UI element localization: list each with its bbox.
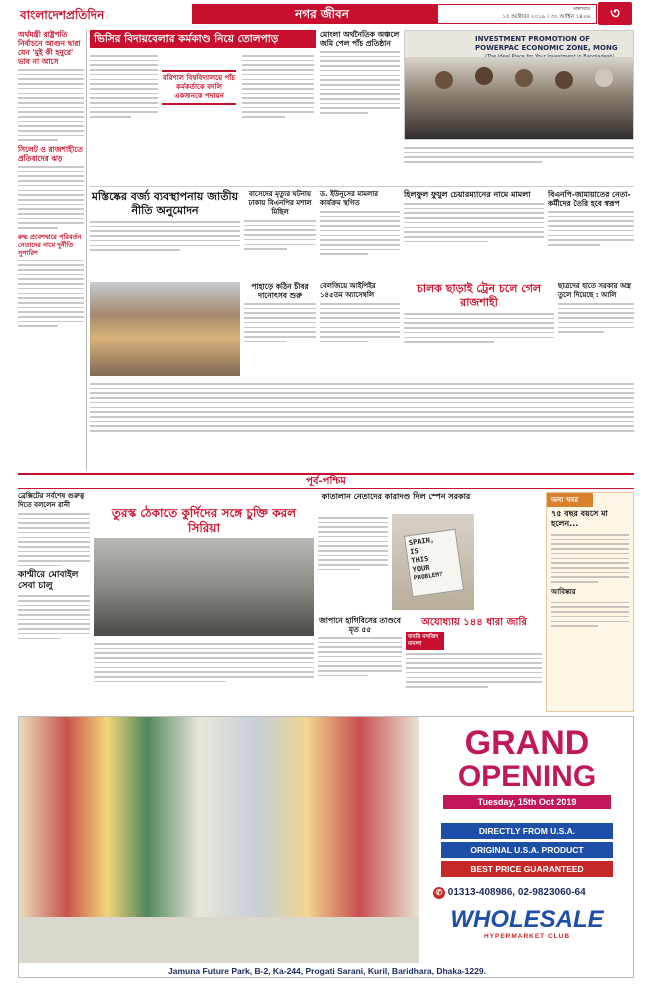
placard-line: IS	[409, 547, 420, 557]
person-head	[515, 69, 533, 87]
story-train	[244, 282, 316, 372]
person-head	[555, 71, 573, 89]
story-president-title: অর্থমন্ত্রী রাষ্ট্রপতি নির্বাচনে আগুন দ্বারা যেন 'মুই কী হনুরে' ভাব না আসে	[18, 30, 81, 66]
lead-story-body-left	[90, 52, 158, 121]
photo-soldiers	[94, 538, 314, 636]
story-ipu-title: বেলজিয়ে আইপিইর ১৪৫তম অ্যাসেম্বলি	[320, 282, 376, 299]
logo-line-1: বাংলাদেশ	[20, 8, 66, 22]
other-news-title: ৭৫ বছর বয়সে মা হলেন...	[551, 509, 608, 528]
story-driverless-train-title: চালক ছাড়াই ট্রেন চলে গেল রাজশাহী	[416, 282, 542, 309]
story-kathin-title: পাহাড়ে কঠিন চীবর দানোৎসব শুরু	[251, 282, 309, 300]
story-body-filler	[90, 380, 634, 435]
other-news-kicker: অন্য খবর	[547, 493, 593, 507]
dateline	[437, 4, 597, 24]
story-brain-waste	[90, 190, 240, 280]
story-brain-waste-title: মস্তিষ্কের বর্জ্য ব্যবস্থাপনায় জাতীয় নীতি অনুমোদন	[91, 190, 239, 217]
story-students-arms-title: ছাত্রদের হাতে সরকার অস্ত্র তুলে দিয়েছে : আলি	[558, 282, 631, 299]
lead-story-pull-quote	[162, 70, 236, 105]
ad-opening: OPENING	[457, 760, 597, 793]
world-lead-headline: তুরস্ক ঠেকাতে কুর্দিদের সঙ্গে চুক্তি করল সিরিয়া	[111, 506, 297, 535]
story-hilful-body	[404, 203, 544, 242]
story-ayodhya-kicker: বাবরি মসজিদ মামলা	[406, 632, 444, 650]
advertisement-wholesale-club[interactable]	[18, 716, 634, 978]
discovery-body	[547, 602, 633, 627]
page-number: ৩	[610, 4, 620, 22]
story-corruption-body	[18, 260, 84, 327]
story-ayodhya-title: অযোধ্যায় ১৪৪ ধারা জারি	[421, 617, 527, 628]
protest-placard	[404, 529, 464, 598]
person-head	[435, 71, 453, 89]
world-section-band	[18, 473, 634, 489]
masthead	[0, 0, 650, 27]
story-students-arms	[558, 282, 634, 372]
ad-feature-1: DIRECTLY FROM U.S.A.	[441, 823, 613, 839]
story-ayodhya	[406, 616, 542, 712]
pull-quote-text: বরিশাল বিশ্ববিদ্যালয়ে পাঁচ কর্মকর্তাকে বদলি একজনকে পদায়ন	[162, 74, 236, 100]
story-kashmir-title: কাশ্মীরে মোবাইল সেবা চালু	[18, 570, 79, 592]
story-ipu	[320, 282, 400, 372]
ad-brand: WHOLESALE	[450, 906, 604, 933]
story-japan-body	[318, 637, 402, 676]
story-hilful-title: হিলফুল ফুযুল চেয়ারম্যানের নামে মামলা	[404, 190, 531, 199]
placard-line: YOUR	[412, 563, 431, 574]
event-banner-title: INVESTMENT PROMOTION OF POWERPAC ECONOMIC ZONE, MONG	[475, 35, 618, 52]
photo-protest-placard	[392, 514, 474, 610]
story-hilful	[404, 190, 544, 280]
story-ipu-body	[320, 303, 400, 342]
story-japan-title: জাপানে হাগিবিসের তাণ্ডবে মৃত ৫৫	[319, 616, 401, 634]
event-people-photo	[405, 57, 634, 140]
story-brain-waste-body	[90, 221, 240, 251]
left-column	[18, 30, 84, 470]
photo-investment-event	[404, 30, 634, 140]
story-driverless-train-body	[404, 313, 554, 343]
story-mongla	[320, 30, 400, 150]
story-driverless-train	[404, 282, 554, 372]
ad-date: Tuesday, 15th Oct 2019	[443, 795, 611, 809]
placard-line: PROBLEM?	[413, 570, 444, 582]
lead-story-body-right	[242, 52, 314, 121]
story-corruption-title: রুদ্ধ প্রবেশদ্বারে পরিবর্তন নেতাদের নামে দুর্নীতি সুপারিশ	[18, 232, 82, 257]
lead-story-headline: ভিসির বিদায়বেলার কর্মকাণ্ড নিয়ে তোলপাড়	[94, 33, 279, 45]
story-yunus	[320, 190, 400, 280]
story-brexit-title: ব্রেক্সিটের সর্বশেষ গুরুত্ব দিতে বললেন রানী	[18, 492, 85, 509]
story-kashmir-body	[18, 595, 90, 639]
lead-story	[90, 30, 316, 150]
story-protest-title: সিলেট ও রাজশাহীতে প্রতিবাদের ঝড়	[18, 145, 83, 163]
ad-address: Jamuna Future Park, B-2, Ka-244, Progati Sarani, Kuril, Baridhara, Dhaka-1229.	[19, 963, 634, 978]
ad-grand: GRAND	[464, 724, 590, 762]
story-yunus-title: ড. ইউনূসের মামলার কার্যক্রম স্থগিত	[320, 190, 379, 207]
world-lead-body	[94, 640, 314, 685]
photo-caption	[404, 144, 634, 166]
section-title: নগর জীবন	[295, 7, 349, 21]
column-divider	[86, 30, 87, 470]
story-yunus-body	[320, 211, 400, 255]
other-news-body	[547, 534, 633, 582]
story-bnp-march-body	[244, 220, 316, 250]
ad-feature-2: ORIGINAL U.S.A. PRODUCT	[441, 842, 613, 858]
ad-feature-3: BEST PRICE GUARANTEED	[441, 861, 613, 877]
other-news-sidebar	[546, 492, 634, 712]
photo-procession	[90, 282, 240, 376]
newspaper-logo	[20, 4, 104, 27]
ad-panel	[419, 717, 634, 978]
story-president-body	[18, 69, 84, 141]
story-bnp-jamaat-title: বিএনপি-জামায়াতের নেতা-কর্মীদের তৈরি হবে স্বরূপ	[548, 190, 631, 208]
story-catalan	[318, 492, 474, 612]
story-protest-body	[18, 166, 84, 229]
story-bnp-jamaat-body	[548, 211, 634, 245]
ad-phone: 01313-408986, 02-9823060-64	[447, 887, 586, 898]
story-mongla-body	[320, 51, 400, 114]
world-left-column	[18, 492, 90, 712]
story-bnp-march-title: বাসেদের মৃত্যুর ঘটনায় ঢাকায় বিএনপির মশাল মিছিল	[248, 190, 312, 216]
person-head	[595, 69, 613, 87]
dateline-date: ১৫ অক্টোবর ২০১৯ । ৩০ আশ্বিন ১৪২৬	[502, 14, 590, 20]
placard-line: SPAIN,	[408, 535, 435, 548]
page-number-badge	[598, 2, 632, 25]
ad-brand-sub: HYPERMARKET CLUB	[483, 933, 571, 940]
dateline-day: মঙ্গলবার	[573, 6, 590, 12]
discovery-title: আবিষ্কার	[551, 587, 576, 596]
story-bnp-march	[244, 190, 316, 280]
section-divider	[90, 186, 634, 187]
story-bnp-jamaat	[548, 190, 634, 280]
story-catalan-title: কাতালান নেতাদের কারাদণ্ড দিল স্পেন সরকার	[321, 492, 471, 501]
section-banner	[192, 4, 592, 24]
lead-story-headline-box	[90, 30, 316, 48]
story-japan	[318, 616, 402, 712]
story-kathin-body	[244, 303, 316, 342]
world-lead-story	[94, 492, 314, 712]
story-catalan-body	[318, 514, 388, 573]
person-head	[475, 67, 493, 85]
placard-line: THIS	[410, 554, 429, 566]
story-ayodhya-body	[406, 650, 542, 691]
story-students-arms-body	[558, 303, 634, 333]
phone-icon: ✆	[433, 887, 445, 899]
world-section-title: পূর্ব-পশ্চিম	[306, 476, 346, 487]
ad-phone-row[interactable]	[433, 887, 621, 899]
story-mongla-title: মোংলা অর্থনৈতিক অঞ্চলে জমি পেল পাঁচ প্রতিষ্ঠান	[320, 30, 400, 48]
story-brexit-body	[18, 513, 90, 566]
logo-line-2: প্রতিদিন	[65, 8, 105, 22]
